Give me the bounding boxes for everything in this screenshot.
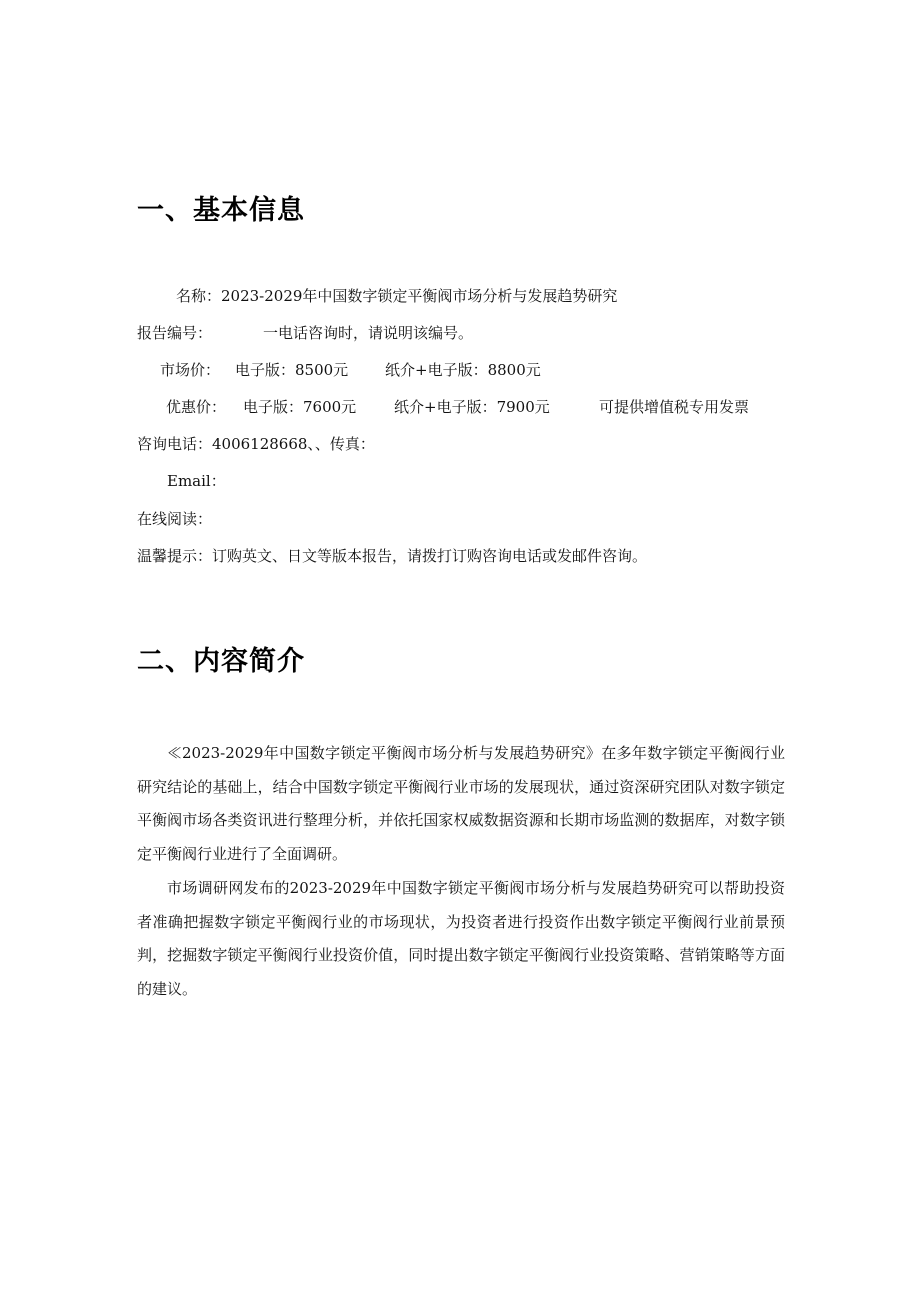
intro-paragraph-1: ≪2023-2029年中国数字锁定平衡阀市场分析与发展趋势研究》在多年数字锁定平衡阀行业研究结论的基础上，结合中国数字锁定平衡阀行业市场的发展现状，通过资深研究团队对数字锁定平衡阀市场各类资讯进行整理分析，并依托国家权威数据资源和长期市场监测的数据库，对数字锁定平衡阀行业进行了全面调研。 xyxy=(137,744,785,863)
report-name-line: 名称：2023-2029年中国数字锁定平衡阀市场分析与发展趋势研究 xyxy=(176,287,618,305)
section-intro-title: 二、内容简介 xyxy=(137,646,305,677)
market-price-label: 市场价： xyxy=(160,361,221,379)
section-basic-info-title: 一、基本信息 xyxy=(137,195,305,226)
discount-price-paper: 纸介+电子版：7900元 xyxy=(394,398,550,416)
ordering-tip: 温馨提示：订购英文、日文等版本报告，请拨打订购咨询电话或发邮件咨询。 xyxy=(137,547,648,565)
invoice-note: 可提供增值税专用发票 xyxy=(599,398,750,416)
email-label: Email： xyxy=(167,472,226,490)
intro-paragraph-2: 市场调研网发布的2023-2029年中国数字锁定平衡阀市场分析与发展趋势研究可以帮助投资者准确把握数字锁定平衡阀行业的市场现状，为投资者进行投资作出数字锁定平衡阀行业前景预判，挖掘数字锁定平衡阀行业投资价值，同时提出数字锁定平衡阀行业投资策略、营销策略等方面的建议。 xyxy=(137,879,785,998)
report-number-note: 一电话咨询时，请说明该编号。 xyxy=(263,324,474,342)
market-price-electronic: 电子版：8500元 xyxy=(235,361,349,379)
market-price-paper: 纸介+电子版：8800元 xyxy=(385,361,541,379)
discount-price-label: 优惠价： xyxy=(166,398,227,416)
phone-fax-line: 咨询电话：4006128668、、传真： xyxy=(137,435,375,453)
online-reading-label: 在线阅读： xyxy=(137,510,213,528)
report-number-label: 报告编号： xyxy=(137,324,213,342)
discount-price-electronic: 电子版：7600元 xyxy=(243,398,357,416)
